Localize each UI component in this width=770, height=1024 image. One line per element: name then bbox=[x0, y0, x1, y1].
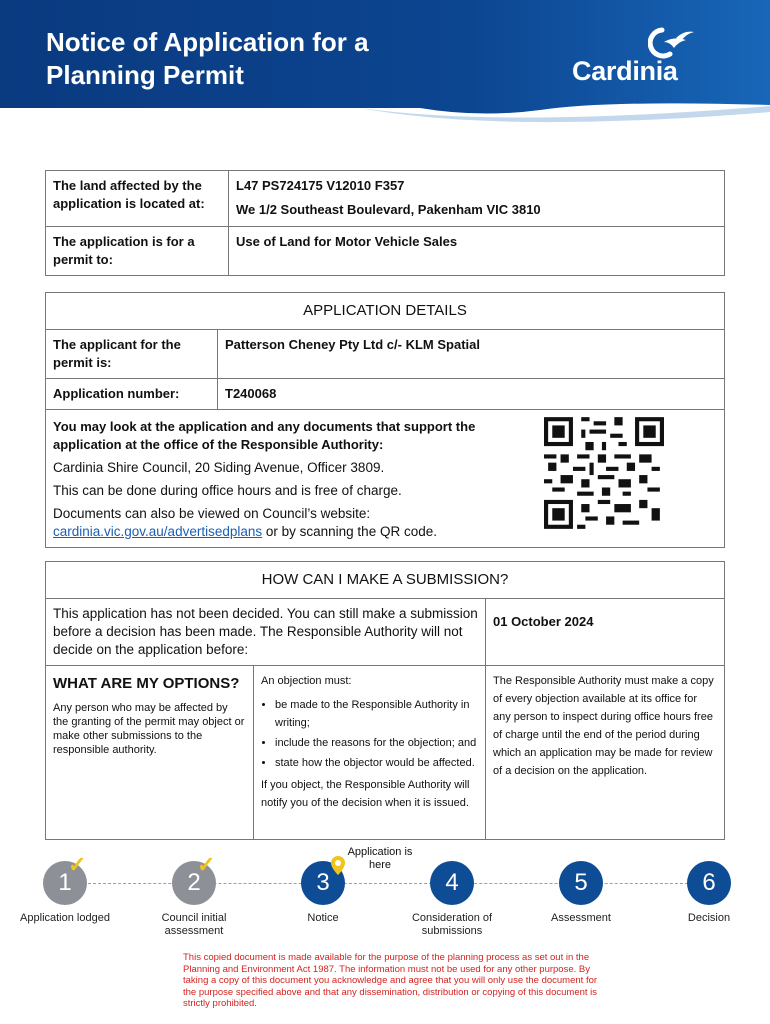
cardinia-logo bbox=[572, 26, 702, 88]
land-table bbox=[45, 170, 725, 276]
disclaimer-text: This copied document is made available for the purpose of the planning process as set out in the Planning and Environment Act 1987. The information must not be used for any other purpose. By taking a copy of this document you acknowledge and agree that you will only use the document for the purpose specified above and that any dissemination, distribution or copying of this document is strictly prohibited. bbox=[183, 952, 598, 1009]
office-hours-text: This can be done during office hours and is free of charge. bbox=[53, 483, 402, 498]
applicant-label: The applicant for the permit is: bbox=[46, 330, 218, 379]
application-here-label: Application is here bbox=[347, 846, 413, 871]
options-title: WHAT ARE MY OPTIONS? bbox=[53, 675, 240, 692]
process-steps bbox=[0, 840, 770, 950]
objection-intro: An objection must: bbox=[261, 675, 352, 687]
step-3-label: Notice bbox=[307, 912, 339, 924]
objection-item: • be made to the Responsible Authority in writing; bbox=[275, 696, 478, 732]
step-5-circle: 5 bbox=[559, 861, 603, 905]
permit-label: The application is for a permit to: bbox=[46, 227, 229, 276]
header-banner bbox=[0, 0, 770, 140]
qr-code-icon[interactable] bbox=[544, 417, 664, 529]
location-pin-icon bbox=[330, 856, 346, 876]
not-decided-text: This application has not been decided. You can still make a submission before a decision has been made. The Responsible Authority will not decide on the application before: bbox=[46, 599, 486, 666]
title-line-1: Notice of Application for a bbox=[46, 27, 369, 57]
application-number-value: T240068 bbox=[218, 379, 725, 410]
council-address: Cardinia Shire Council, 20 Siding Avenue, Officer 3809. bbox=[53, 460, 385, 475]
application-number-label: Application number: bbox=[46, 379, 218, 410]
location-line-1: L47 PS724175 V12010 F357 bbox=[236, 178, 405, 193]
step-2-label: Council initial assessment bbox=[161, 912, 227, 937]
logo-bird-icon bbox=[648, 26, 708, 60]
submission-table bbox=[45, 561, 725, 840]
page-title bbox=[46, 26, 466, 92]
location-line-2: We 1/2 Southeast Boulevard, Pakenham VIC 3810 bbox=[236, 202, 541, 217]
step-6-circle: 6 bbox=[687, 861, 731, 905]
objection-notify: If you object, the Responsible Authority will notify you of the decision when it is issued. bbox=[261, 779, 470, 809]
step-1-circle: 1 bbox=[43, 861, 87, 905]
step-5-label: Assessment bbox=[551, 912, 611, 924]
website-suffix: or by scanning the QR code. bbox=[262, 524, 437, 539]
step-3-circle: 3 bbox=[301, 861, 345, 905]
logo-text: Cardinia bbox=[572, 56, 678, 86]
step-6-label: Decision bbox=[687, 912, 731, 924]
title-line-2: Planning Permit bbox=[46, 60, 244, 90]
step-4-label: Consideration of submissions bbox=[411, 912, 493, 937]
website-text: Documents can also be viewed on Council’s website: bbox=[53, 506, 371, 521]
decision-date: 01 October 2024 bbox=[486, 599, 725, 666]
step-2-circle: 2 bbox=[172, 861, 216, 905]
objection-item: • state how the objector would be affected. bbox=[275, 754, 478, 772]
inspection-notice: You may look at the application and any documents that support the application at the office of the Responsible Authority: bbox=[53, 419, 476, 452]
objection-list bbox=[261, 696, 478, 772]
options-text: Any person who may be affected by the granting of the permit may object or make other submissions to the responsible authority. bbox=[53, 702, 245, 756]
advertised-plans-link[interactable]: cardinia.vic.gov.au/advertisedplans bbox=[53, 524, 263, 539]
permit-value: Use of Land for Motor Vehicle Sales bbox=[229, 227, 725, 276]
step-4-circle: 4 bbox=[430, 861, 474, 905]
step-1-label: Application lodged bbox=[20, 912, 110, 924]
applicant-value: Patterson Cheney Pty Ltd c/- KLM Spatial bbox=[218, 330, 725, 379]
checkmark-icon: ✓ bbox=[68, 852, 87, 877]
checkmark-icon: ✓ bbox=[197, 852, 216, 877]
objection-item: • include the reasons for the objection; and bbox=[275, 734, 478, 752]
copy-objection-text: The Responsible Authority must make a copy of every objection available at its office for any person to inspect during office hours free of charge until the end of the period during which an application may be made for review of a decision on the application. bbox=[486, 666, 725, 840]
application-details-heading: APPLICATION DETAILS bbox=[46, 293, 725, 330]
location-label: The land affected by the application is located at: bbox=[46, 171, 229, 227]
submission-heading: HOW CAN I MAKE A SUBMISSION? bbox=[46, 562, 725, 599]
